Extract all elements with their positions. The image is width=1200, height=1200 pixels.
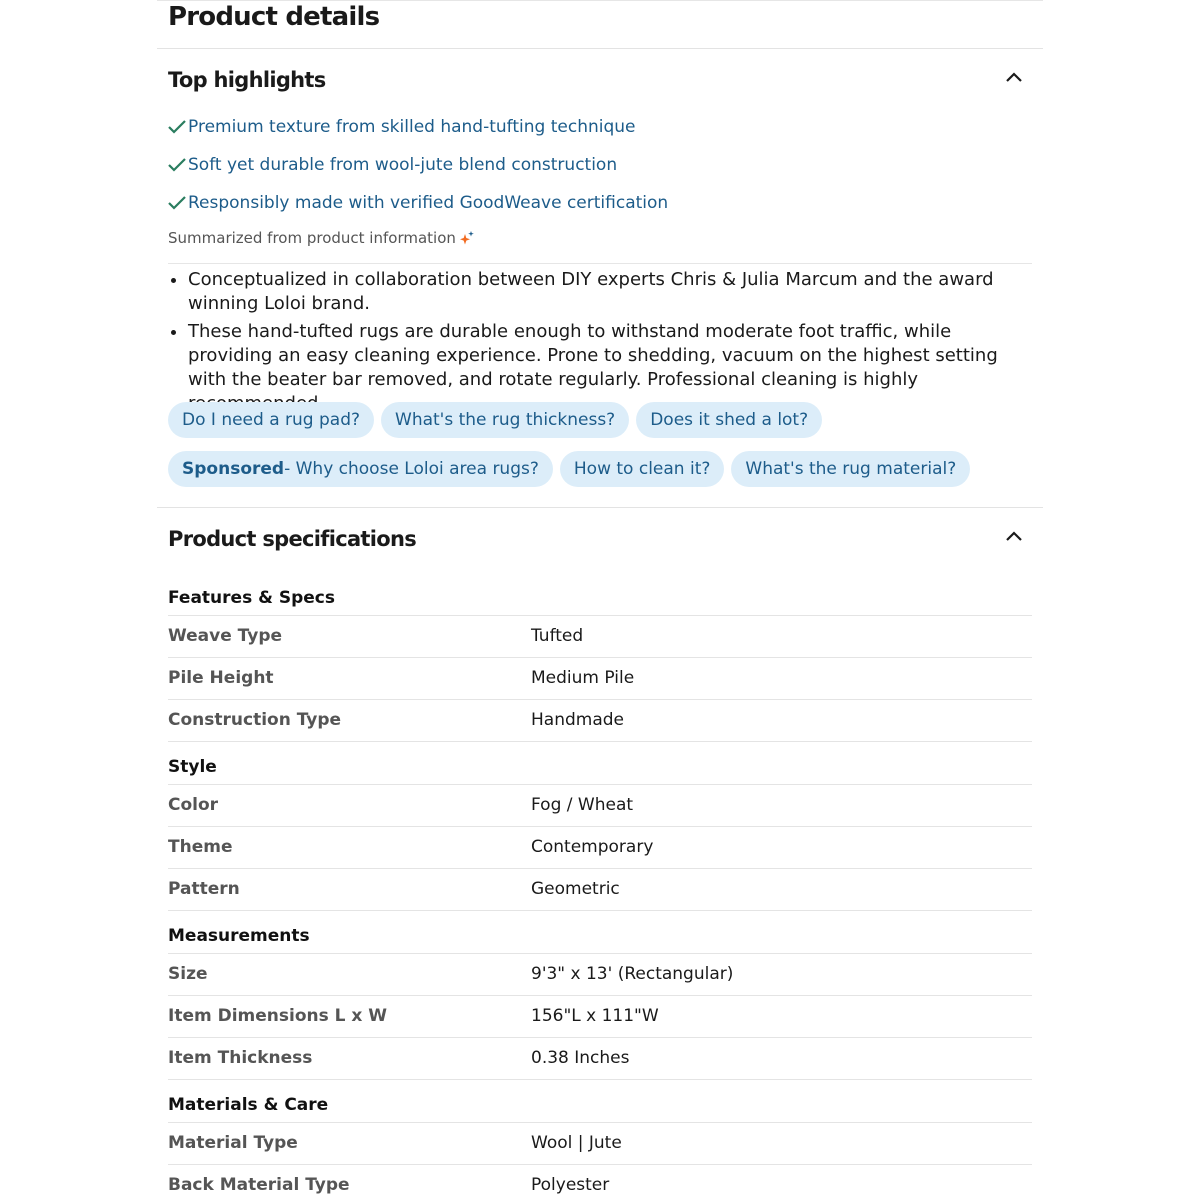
spec-label: Color	[168, 795, 219, 815]
top-highlights-heading: Top highlights	[168, 68, 326, 92]
row-divider	[168, 784, 1032, 785]
spec-label: Back Material Type	[168, 1175, 350, 1195]
row-divider	[168, 910, 1032, 911]
question-chips-row	[168, 451, 970, 487]
spec-value: Wool | Jute	[531, 1133, 622, 1153]
section-divider	[157, 507, 1043, 508]
row-divider	[168, 1122, 1032, 1123]
spec-value: Polyester	[531, 1175, 610, 1195]
check-icon	[168, 157, 186, 173]
spec-value: Fog / Wheat	[531, 795, 634, 815]
description-bullet: • These hand-tufted rugs are durable enough to withstand moderate foot traffic, while providing an easy cleaning experience. Prone to shedding, vacuum on the highest setting with the beater bar removed, and rotate regularly. Professional cleaning is highly	[188, 320, 1028, 416]
highlight-item	[168, 191, 668, 215]
spec-value: Geometric	[531, 879, 620, 899]
row-divider	[168, 995, 1032, 996]
chevron-up-icon[interactable]	[1005, 530, 1023, 542]
question-chip[interactable]: How to clean it?	[560, 451, 725, 487]
spec-value: 0.38 Inches	[531, 1048, 630, 1068]
spec-label: Pattern	[168, 879, 240, 899]
spec-value: Medium Pile	[531, 668, 635, 688]
spec-label: Material Type	[168, 1133, 298, 1153]
description-divider	[168, 263, 1032, 264]
row-divider	[168, 868, 1032, 869]
row-divider	[168, 1037, 1032, 1038]
question-chip[interactable]: What's the rug material?	[731, 451, 970, 487]
question-chip[interactable]: Does it shed a lot?	[636, 402, 822, 438]
row-divider	[168, 1164, 1032, 1165]
product-specifications-heading: Product specifications	[168, 527, 417, 551]
row-divider	[168, 741, 1032, 742]
check-icon	[168, 195, 186, 211]
spec-value: Contemporary	[531, 837, 654, 857]
spec-label: Pile Height	[168, 668, 274, 688]
spec-value: Handmade	[531, 710, 624, 730]
spec-label: Weave Type	[168, 626, 283, 646]
row-divider	[168, 953, 1032, 954]
spec-group-title: Measurements	[168, 926, 310, 946]
summary-note	[168, 229, 474, 247]
sponsored-text: - Why choose Loloi area rugs?	[284, 459, 539, 479]
check-icon	[168, 119, 186, 135]
spec-label: Construction Type	[168, 710, 342, 730]
question-chips-row	[168, 402, 822, 438]
spec-group-title: Materials & Care	[168, 1095, 329, 1115]
section-divider	[157, 48, 1043, 49]
highlight-item	[168, 153, 617, 177]
spec-value: 156"L x 111"W	[531, 1006, 659, 1026]
highlight-text: Premium texture from skilled hand-tufting technique	[188, 117, 636, 137]
spec-label: Item Thickness	[168, 1048, 313, 1068]
product-page	[157, 0, 1043, 1200]
description-bullet: • Conceptualized in collaboration between DIY experts Chris & Julia Marcum and the award winning Loloi brand.	[188, 268, 1028, 316]
spec-label: Item Dimensions L x W	[168, 1006, 388, 1026]
row-divider	[168, 657, 1032, 658]
sponsored-chip[interactable]	[168, 451, 553, 487]
product-description	[168, 268, 1028, 390]
spec-value: 9'3" x 13' (Rectangular)	[531, 964, 734, 984]
spec-group-title: Features & Specs	[168, 588, 335, 608]
summary-note-text: Summarized from product information	[168, 229, 456, 247]
question-chip[interactable]: Do I need a rug pad?	[168, 402, 374, 438]
product-details-title: Product details	[168, 2, 380, 32]
chevron-up-icon[interactable]	[1005, 71, 1023, 83]
question-chip[interactable]: What's the rug thickness?	[381, 402, 629, 438]
highlight-item	[168, 115, 636, 139]
spec-value: Tufted	[531, 626, 584, 646]
highlight-text: Soft yet durable from wool-jute blend construction	[188, 155, 618, 175]
highlight-text: Responsibly made with verified GoodWeave certification	[188, 193, 669, 213]
spec-group-title: Style	[168, 757, 217, 777]
sponsored-label: Sponsored	[182, 459, 285, 479]
spec-label: Theme	[168, 837, 233, 857]
row-divider	[168, 1079, 1032, 1080]
spec-label: Size	[168, 964, 208, 984]
sparkle-icon	[460, 231, 474, 245]
row-divider	[168, 826, 1032, 827]
row-divider	[168, 615, 1032, 616]
row-divider	[168, 699, 1032, 700]
